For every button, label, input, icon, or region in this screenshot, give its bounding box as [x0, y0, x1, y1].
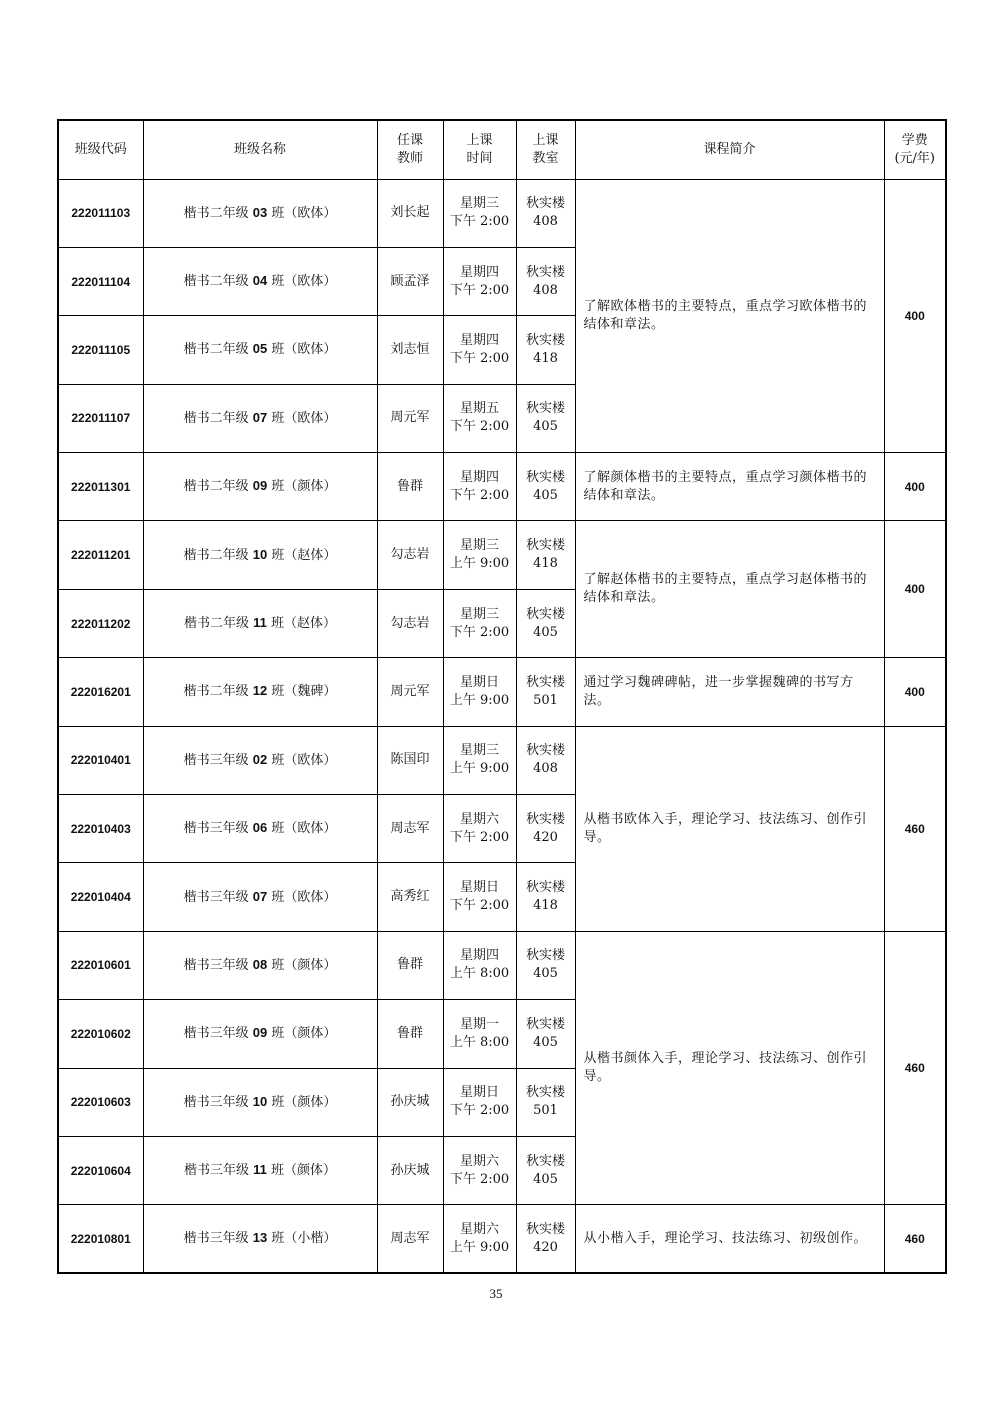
classroom: [516, 1000, 575, 1068]
class-code: 222011104: [58, 247, 143, 315]
table-row: [58, 1205, 946, 1273]
class-number: 10: [252, 1093, 268, 1109]
classroom: [516, 589, 575, 657]
header-row: [58, 120, 946, 179]
classroom-building: 秋实楼: [525, 196, 565, 212]
header-code: 班级代码: [58, 120, 143, 179]
class-number: 11: [253, 615, 267, 631]
classroom: [516, 795, 575, 863]
class-code: 222011105: [58, 316, 143, 384]
class-day: 星期六: [459, 1153, 499, 1169]
teacher-name: 鲁群: [377, 931, 443, 999]
class-name-suffix: 班（欧体）: [271, 205, 337, 221]
class-name-prefix: 楷书二年级: [183, 684, 249, 700]
class-name: [143, 521, 377, 589]
class-day: 星期日: [459, 880, 499, 896]
class-name: [143, 1068, 377, 1136]
classroom-building: 秋实楼: [525, 469, 565, 485]
classroom-number: 501: [533, 692, 558, 708]
class-day: 星期三: [459, 606, 499, 622]
classroom: [516, 931, 575, 999]
course-intro: 了解颜体楷书的主要特点，重点学习颜体楷书的结体和章法。: [575, 453, 884, 521]
teacher-name: 周志军: [377, 1205, 443, 1273]
class-time: [443, 1136, 516, 1204]
course-intro: 了解赵体楷书的主要特点，重点学习赵体楷书的结体和章法。: [575, 521, 884, 658]
classroom-number: 418: [533, 898, 558, 914]
class-name: [143, 453, 377, 521]
tuition-fee: 400: [884, 179, 946, 453]
classroom-number: 405: [533, 1034, 558, 1050]
class-day: 星期日: [459, 1085, 499, 1101]
classroom-number: 405: [533, 419, 558, 435]
class-hour: 上午 9:00: [449, 1239, 510, 1255]
classroom-building: 秋实楼: [525, 1016, 565, 1032]
classroom-building: 秋实楼: [525, 332, 565, 348]
class-hour: 上午 9:00: [449, 692, 510, 708]
teacher-name: 周元军: [377, 658, 443, 726]
class-name-prefix: 楷书三年级: [183, 752, 249, 768]
classroom-number: 420: [533, 1239, 558, 1255]
classroom-building: 秋实楼: [525, 538, 565, 554]
class-hour: 下午 2:00: [449, 419, 510, 435]
class-number: 06: [252, 820, 268, 836]
class-name-suffix: 班（欧体）: [271, 410, 337, 426]
class-day: 星期日: [459, 674, 499, 690]
teacher-name: 周元军: [377, 384, 443, 452]
classroom-building: 秋实楼: [525, 948, 565, 964]
course-intro: 从楷书欧体入手，理论学习、技法练习、创作引导。: [575, 726, 884, 931]
class-name-suffix: 班（赵体）: [271, 616, 337, 632]
class-code: 222010604: [58, 1136, 143, 1204]
class-number: 13: [252, 1230, 268, 1246]
class-number: 11: [253, 1162, 267, 1178]
class-number: 12: [252, 683, 268, 699]
class-name-suffix: 班（欧体）: [271, 821, 337, 837]
table-row: [58, 453, 946, 521]
classroom: [516, 384, 575, 452]
class-code: 222010603: [58, 1068, 143, 1136]
class-time: [443, 1068, 516, 1136]
header-room: 上课 教室: [516, 120, 575, 179]
classroom-number: 405: [533, 1171, 558, 1187]
classroom-number: 405: [533, 966, 558, 982]
classroom-building: 秋实楼: [525, 811, 565, 827]
class-day: 星期一: [459, 1016, 499, 1032]
classroom-number: 408: [533, 214, 558, 230]
class-time: [443, 795, 516, 863]
course-intro: 了解欧体楷书的主要特点，重点学习欧体楷书的结体和章法。: [575, 179, 884, 453]
class-name: [143, 179, 377, 247]
header-intro: 课程简介: [575, 120, 884, 179]
class-code: 222016201: [58, 658, 143, 726]
classroom: [516, 863, 575, 931]
class-time: [443, 384, 516, 452]
teacher-name: 高秀红: [377, 863, 443, 931]
class-number: 07: [252, 409, 268, 425]
class-name-suffix: 班（欧体）: [271, 889, 337, 905]
classroom-number: 408: [533, 761, 558, 777]
tuition-fee: 400: [884, 521, 946, 658]
class-number: 10: [252, 546, 268, 562]
class-code: 222011301: [58, 453, 143, 521]
classroom-number: 418: [533, 350, 558, 366]
course-intro: 从楷书颜体入手，理论学习、技法练习、创作引导。: [575, 931, 884, 1205]
class-name-prefix: 楷书三年级: [183, 1026, 249, 1042]
class-code: 222010401: [58, 726, 143, 794]
class-number: 05: [252, 341, 268, 357]
class-day: 星期五: [459, 401, 499, 417]
class-day: 星期六: [459, 811, 499, 827]
class-time: [443, 453, 516, 521]
class-time: [443, 1000, 516, 1068]
class-number: 04: [252, 273, 268, 289]
class-time: [443, 179, 516, 247]
classroom-building: 秋实楼: [525, 674, 565, 690]
class-name-prefix: 楷书二年级: [183, 342, 249, 358]
teacher-name: 刘长起: [377, 179, 443, 247]
teacher-name: 鲁群: [377, 453, 443, 521]
classroom: [516, 1068, 575, 1136]
header-time: 上课 时间: [443, 120, 516, 179]
classroom: [516, 1136, 575, 1204]
class-code: 222010404: [58, 863, 143, 931]
classroom-number: 420: [533, 829, 558, 845]
class-name-prefix: 楷书三年级: [183, 957, 249, 973]
class-code: 222011107: [58, 384, 143, 452]
class-name: [143, 658, 377, 726]
classroom-building: 秋实楼: [525, 264, 565, 280]
class-hour: 上午 9:00: [449, 556, 510, 572]
class-number: 08: [252, 956, 268, 972]
classroom-building: 秋实楼: [525, 606, 565, 622]
class-name: [143, 247, 377, 315]
course-intro: 通过学习魏碑碑帖，进一步掌握魏碑的书写方法。: [575, 658, 884, 726]
class-name-prefix: 楷书二年级: [183, 205, 249, 221]
class-code: 222010601: [58, 931, 143, 999]
class-name: [143, 795, 377, 863]
class-name: [143, 931, 377, 999]
class-name-suffix: 班（魏碑）: [271, 684, 337, 700]
classroom-building: 秋实楼: [525, 880, 565, 896]
class-hour: 下午 2:00: [449, 214, 510, 230]
class-name: [143, 384, 377, 452]
class-name-suffix: 班（小楷）: [271, 1231, 337, 1247]
classroom: [516, 658, 575, 726]
class-code: 222010602: [58, 1000, 143, 1068]
class-name-suffix: 班（颜体）: [271, 957, 337, 973]
classroom: [516, 521, 575, 589]
class-name-prefix: 楷书三年级: [183, 889, 249, 905]
table-row: [58, 521, 946, 589]
header-fee: 学费 (元/年): [884, 120, 946, 179]
teacher-name: 顾孟泽: [377, 247, 443, 315]
class-name: [143, 726, 377, 794]
class-number: 09: [252, 478, 268, 494]
teacher-name: 陈国印: [377, 726, 443, 794]
class-hour: 下午 2:00: [449, 624, 510, 640]
tuition-fee: 460: [884, 931, 946, 1205]
class-hour: 下午 2:00: [449, 1103, 510, 1119]
classroom-building: 秋实楼: [525, 743, 565, 759]
class-name-suffix: 班（欧体）: [271, 342, 337, 358]
class-name: [143, 589, 377, 657]
class-code: 222010403: [58, 795, 143, 863]
class-time: [443, 931, 516, 999]
class-day: 星期六: [459, 1221, 499, 1237]
class-name-suffix: 班（颜体）: [271, 1026, 337, 1042]
tuition-fee: 400: [884, 453, 946, 521]
class-code: 222011202: [58, 589, 143, 657]
table-row: [58, 726, 946, 794]
tuition-fee: 460: [884, 726, 946, 931]
class-hour: 下午 2:00: [449, 829, 510, 845]
class-name-suffix: 班（赵体）: [271, 547, 337, 563]
class-hour: 下午 2:00: [449, 1171, 510, 1187]
class-hour: 下午 2:00: [449, 898, 510, 914]
classroom: [516, 179, 575, 247]
class-code: 222011201: [58, 521, 143, 589]
class-day: 星期三: [459, 538, 499, 554]
class-time: [443, 589, 516, 657]
classroom-number: 408: [533, 282, 558, 298]
classroom: [516, 247, 575, 315]
class-day: 星期四: [459, 264, 499, 280]
class-time: [443, 726, 516, 794]
class-name-prefix: 楷书三年级: [183, 821, 249, 837]
class-name-prefix: 楷书二年级: [183, 274, 249, 290]
class-day: 星期四: [459, 469, 499, 485]
class-time: [443, 247, 516, 315]
class-hour: 上午 8:00: [449, 1034, 510, 1050]
classroom: [516, 316, 575, 384]
class-name-prefix: 楷书二年级: [183, 616, 249, 632]
class-hour: 上午 8:00: [449, 966, 510, 982]
header-teacher: 任课 教师: [377, 120, 443, 179]
course-schedule-table: [57, 119, 947, 1274]
class-name-suffix: 班（颜体）: [271, 479, 337, 495]
class-hour: 下午 2:00: [449, 350, 510, 366]
classroom-number: 405: [533, 487, 558, 503]
class-number: 02: [252, 751, 268, 767]
class-day: 星期三: [459, 743, 499, 759]
classroom: [516, 726, 575, 794]
teacher-name: 周志军: [377, 795, 443, 863]
class-day: 星期四: [459, 332, 499, 348]
class-time: [443, 658, 516, 726]
class-day: 星期四: [459, 948, 499, 964]
classroom-building: 秋实楼: [525, 1085, 565, 1101]
class-hour: 下午 2:00: [449, 487, 510, 503]
class-time: [443, 316, 516, 384]
classroom-number: 418: [533, 556, 558, 572]
classroom-number: 501: [533, 1103, 558, 1119]
class-name: [143, 1136, 377, 1204]
class-name-prefix: 楷书三年级: [183, 1163, 249, 1179]
class-name-prefix: 楷书二年级: [183, 479, 249, 495]
classroom-building: 秋实楼: [525, 401, 565, 417]
classroom-building: 秋实楼: [525, 1153, 565, 1169]
teacher-name: 勾志岩: [377, 589, 443, 657]
table-row: [58, 179, 946, 247]
classroom: [516, 453, 575, 521]
class-code: 222011103: [58, 179, 143, 247]
classroom-number: 405: [533, 624, 558, 640]
class-number: 03: [252, 204, 268, 220]
class-time: [443, 863, 516, 931]
class-name-suffix: 班（欧体）: [271, 274, 337, 290]
classroom: [516, 1205, 575, 1273]
class-hour: 下午 2:00: [449, 282, 510, 298]
class-name: [143, 1000, 377, 1068]
page-number: 35: [489, 1286, 503, 1301]
class-name-prefix: 楷书二年级: [183, 410, 249, 426]
class-name-suffix: 班（欧体）: [271, 752, 337, 768]
classroom-building: 秋实楼: [525, 1221, 565, 1237]
tuition-fee: 400: [884, 658, 946, 726]
class-time: [443, 1205, 516, 1273]
class-number: 07: [252, 888, 268, 904]
teacher-name: 刘志恒: [377, 316, 443, 384]
class-day: 星期三: [459, 196, 499, 212]
class-name-suffix: 班（颜体）: [271, 1163, 337, 1179]
class-name: [143, 316, 377, 384]
class-time: [443, 521, 516, 589]
table-row: [58, 658, 946, 726]
class-name-prefix: 楷书二年级: [183, 547, 249, 563]
class-name: [143, 863, 377, 931]
teacher-name: 勾志岩: [377, 521, 443, 589]
teacher-name: 鲁群: [377, 1000, 443, 1068]
table-row: [58, 931, 946, 999]
header-name: 班级名称: [143, 120, 377, 179]
tuition-fee: 460: [884, 1205, 946, 1273]
class-hour: 上午 9:00: [449, 761, 510, 777]
class-name-suffix: 班（颜体）: [271, 1094, 337, 1110]
class-name-prefix: 楷书三年级: [183, 1231, 249, 1247]
teacher-name: 孙庆城: [377, 1068, 443, 1136]
teacher-name: 孙庆城: [377, 1136, 443, 1204]
course-intro: 从小楷入手，理论学习、技法练习、初级创作。: [575, 1205, 884, 1273]
class-code: 222010801: [58, 1205, 143, 1273]
class-name-prefix: 楷书三年级: [183, 1094, 249, 1110]
class-number: 09: [252, 1025, 268, 1041]
class-name: [143, 1205, 377, 1273]
